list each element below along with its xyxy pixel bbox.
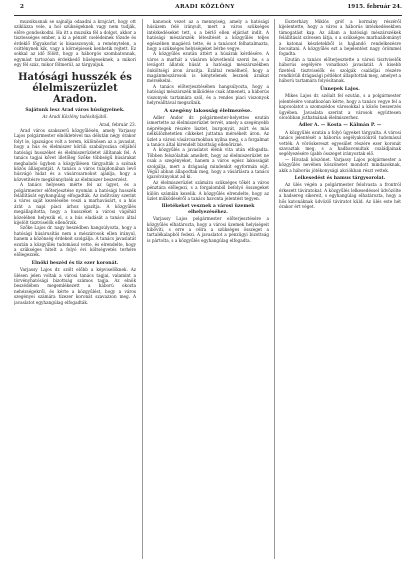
intro-paragraph: muzsikusnak se sajnálja odaadni a krajcárt, hogy ott sziklázza vele, a hol szükségeknek vagy nem tudják, előre gondoskodni. Ha itt a muzsika fél a dolgot, akkor a tisztességes ember, a ki a pénzét cselédeinek tőzsde és érdeklő főgyakorlat is kisasszonyok, a reménytelen, a csitténynek kik, vagy a körnépiesek kenhetik rejtett. Ez sokkal az idő fölött, hogy a háborgós szombatonnak, egymást tartozóan érdekkedő hűségeseknek, a mikori egy fél száz, mikor fölmerül, az tárgyaljuk.: [14, 19, 136, 68]
article-headline: Hatósági husszék és élelmiszerüzlet Aradon.: [18, 71, 132, 105]
article-paragraph: kanonok vezet az a mennyiség, amely a hatósági húsüzem felé irányult, mert a város szükséges intézkedéseket tett, s a bérlő ellen eljárást indít. A hatósági mészárszék létesítését a közgyűlés teljes egészében magáévá tette, és a tanácsot felhatalmazta, hogy a szükséges helyiségeket bérbe vegye.: [147, 19, 269, 52]
section-heading: Illetékeket vesznek a városi üzemek elhelyezéséhez.: [161, 204, 255, 215]
page-number: 2: [20, 4, 24, 10]
article-paragraph: A tanács helyesen mérte fel az ügyet, és a polgármester előterjesztése nyomán a hatósági husszék felállítását egyhangúlag elfogadták. Az indítvány szerint a város saját kezelésébe veszi a marhavásárt, s a hús árát a napi piaci árhoz igazítja. A közgyűlés megállapította, hogy a husszéket a városi vágóhíd közelében helyezik el, s a hús eladását a tanács által kijelölt tisztviselők ellenőrzik.: [14, 182, 136, 225]
section-heading: Lelkesedést és hamus tárgysorolat.: [294, 175, 386, 181]
article-paragraph: A tanács előterjesztésében hangsúlyozta, hogy a hatósági mészárszék működése csak átmeneti, a háborús viszonyok tartamára szól, és a rendes piaci viszonyok helyreálltával megszűnik.: [147, 83, 269, 106]
column-3: [279, 19, 401, 559]
article-subtitle: Sajátunk lesz Arad város húsügyeinek.: [25, 107, 125, 113]
masthead-title: ARADI KÖZLÖNY: [175, 4, 235, 10]
article-paragraph: Szőke Lajos dr. nagy beszédben hangsúlyozta, hogy a hatósági húsárusítás nem a mészárosok ellen irányul, hanem a közönség érdekeit szolgálja. A tanács javaslatát ezután a közgyűlés tudomásul vette, és elrendelte, hogy a szükséges hitelt a folyó évi költségvetés terhére előlegezzék.: [14, 225, 136, 258]
article-paragraph: A közgyűlés a javaslatot élénk vita után elfogadta. Többen felszólaltak amellett, hogy az élelmiszerüzlet ne csak a szegényeket, hanem a város egész lakosságát szolgálja, mert a drágaság mindenkit egyformán sújt. Végül abban állapodtak meg, hogy a vásárlásra a tanács igazolványokat ad ki.: [147, 147, 269, 180]
header-rule: [14, 15, 402, 16]
article-paragraph: Az ülés végén a polgármester felolvasta a frontról érkezett táviratokat. A közgyűlés lelkesedéssel üdvözölte a hadsereg sikereit, s egyhangúlag elhatározta, hogy a hős katonáknak üdvözlő táviratot küld. Az ülés este hét órakor ért véget.: [279, 182, 401, 209]
article-dateline: Arad, február 23.: [99, 121, 136, 127]
issue-date: 1915. február 24.: [347, 4, 402, 10]
article-paragraph: Arad város szakszerű közgyűlésén, amely Varjassy Lajos polgármester elnökletével ma délután négy órakor folyt le, igazságos volt a terem, különösen az a javaslat, hogy a hús és élelmiszer körüli szabályozása céljából hatósági husszéket és élelmiszerüzletet állítanak fel. A tanács tagjai kővet illetőleg Szőke többségű húsárakat meghaladó ügyben a közgyűlésen tárgyalták a szónak közös álláspontját. A tanács a város tulajdonában levő húsvágó hidat és a vásárcsarnokot ajánlja, hogy a közvetítésre megkönnyítsék az élelmiszer beszerzést.: [14, 128, 136, 182]
section-heading: Elnöki beszéd és tiz ezer koronát.: [31, 260, 119, 266]
article-byline: Az Aradi Közlöny tudósítójától.: [42, 114, 108, 120]
article-paragraph: Ezután a tanács előterjesztette a városi tisztviselők háborús segélyére vonatkozó javaslatát. A kisebb fizetésű tisztviselők és szolgák családjai részére rendkívüli drágasági pótlékot állapítottak meg, amelyet a háború tartamára folyósítanak.: [279, 56, 401, 84]
column-1: [14, 19, 136, 559]
column-divider: [142, 19, 143, 559]
article-paragraph: Varjassy Lajos polgármester előterjesztésére a közgyűlés elhatározta, hogy a városi üzemek helyiségeit kibővíti, s erre a célra a szükséges összeget a tartalékalapból fedezi. A javaslatot a pénzügyi bizottság is pártolta, s a közgyűlés egyhangúlag elfogadta.: [147, 216, 269, 243]
column-divider: [274, 19, 275, 559]
article-paragraph: Eszterházy Miklós gróf a kormány részéről kijelentette, hogy a város a háborús intézkedésekben támogatást kap. Az állam a hatósági mészárszékek felállítását szívesen látja, s a szükséges marhaállományt a katonai készletekből is hajlandó rendelkezésre bocsátani. A közgyűlés ezt a bejelentést nagy örömmel fogadta.: [279, 19, 401, 57]
article-paragraph: — Hivatali köszönet. Varjassy Lajos polgármester a közgyűlés nevében köszönetet mondott mindazoknak, akik a háborús jótékonysági akciókban részt vettek.: [279, 156, 401, 173]
article-paragraph: A közgyűlés ezután a folyó ügyeket tárgyalta. A városi tanács jelentését a háborús segélyakciókról tudomásul vették. A vöröskereszt egyesület részére ezer koronát szavaztak meg, s a hadbavonultak családjainak segélyezésére újabb összeget irányoztak elő.: [279, 129, 401, 157]
section-heading: Ünnepek Lajos.: [320, 86, 360, 92]
article-paragraph: Mikes Lajos dr. szólalt fel ezután, s a polgármester jelentésére vonatkozóan kérte, hogy a tanács vegye fel a kapcsolatot a szomszédos városokkal a közös beszerzés ügyében. Javaslata szerint a városok együttesen olcsóbban juthatnának élelmiszerhez.: [279, 93, 401, 120]
section-heading: A szegény lakosság élelmezése.: [164, 107, 252, 114]
article-paragraph: Az élelmiszerüzlet számára szükséges tőkét a város pénztára előlegezi, s a forgalomból befolyó összegeket külön számlán kezelik. A közgyűlés elrendelte, hogy az üzlet működéséről a tanács havonta jelentést tegyen.: [147, 179, 269, 201]
article-paragraph: Adler Andor dr. polgármester-helyettes ezután ismertette az élelmiszerüzlet tervét, amely a szegényebb néprétegek részére lisztet, burgonyát, zsírt és más nélkülözhetetlen cikkeket juttatna mérsékelt áron. Az üzlet a városi vásárcsarnokban nyílna meg, s a forgalmat a tanács által kirendelt bizottság ellenőrizné.: [147, 114, 269, 147]
section-heading: Ádler A. — Kosta — Kálmán P. —: [298, 123, 382, 129]
article-paragraph: A közgyűlés ezután áttért a húsárak kérdésére. A város a marhát a vásáron közvetlenül szerzi be, s a levágott állatok húsát a hatósági mészárszékben önköltségi áron árusítja. Ezáltal remélhető, hogy a magánmészárosok is kénytelenek lesznek áraikat mérsékelni.: [147, 51, 269, 84]
article-paragraph: Varjassy Lajos dr. szólt előbb a képviselőknek. Az ülésen jelen voltak a városi tanács tagjai, valamint a törvényhatósági bizottság számos tagja. Az elnök beszédében megemlékezett a háború okozta nehézségekről, és kérte a közgyűlést, hogy a város szegényei számára tízezer koronát szavazzon meg. A javaslatot egyhangúlag elfogadták.: [14, 267, 136, 305]
column-2: [147, 19, 269, 559]
page-header: [6, 4, 404, 14]
